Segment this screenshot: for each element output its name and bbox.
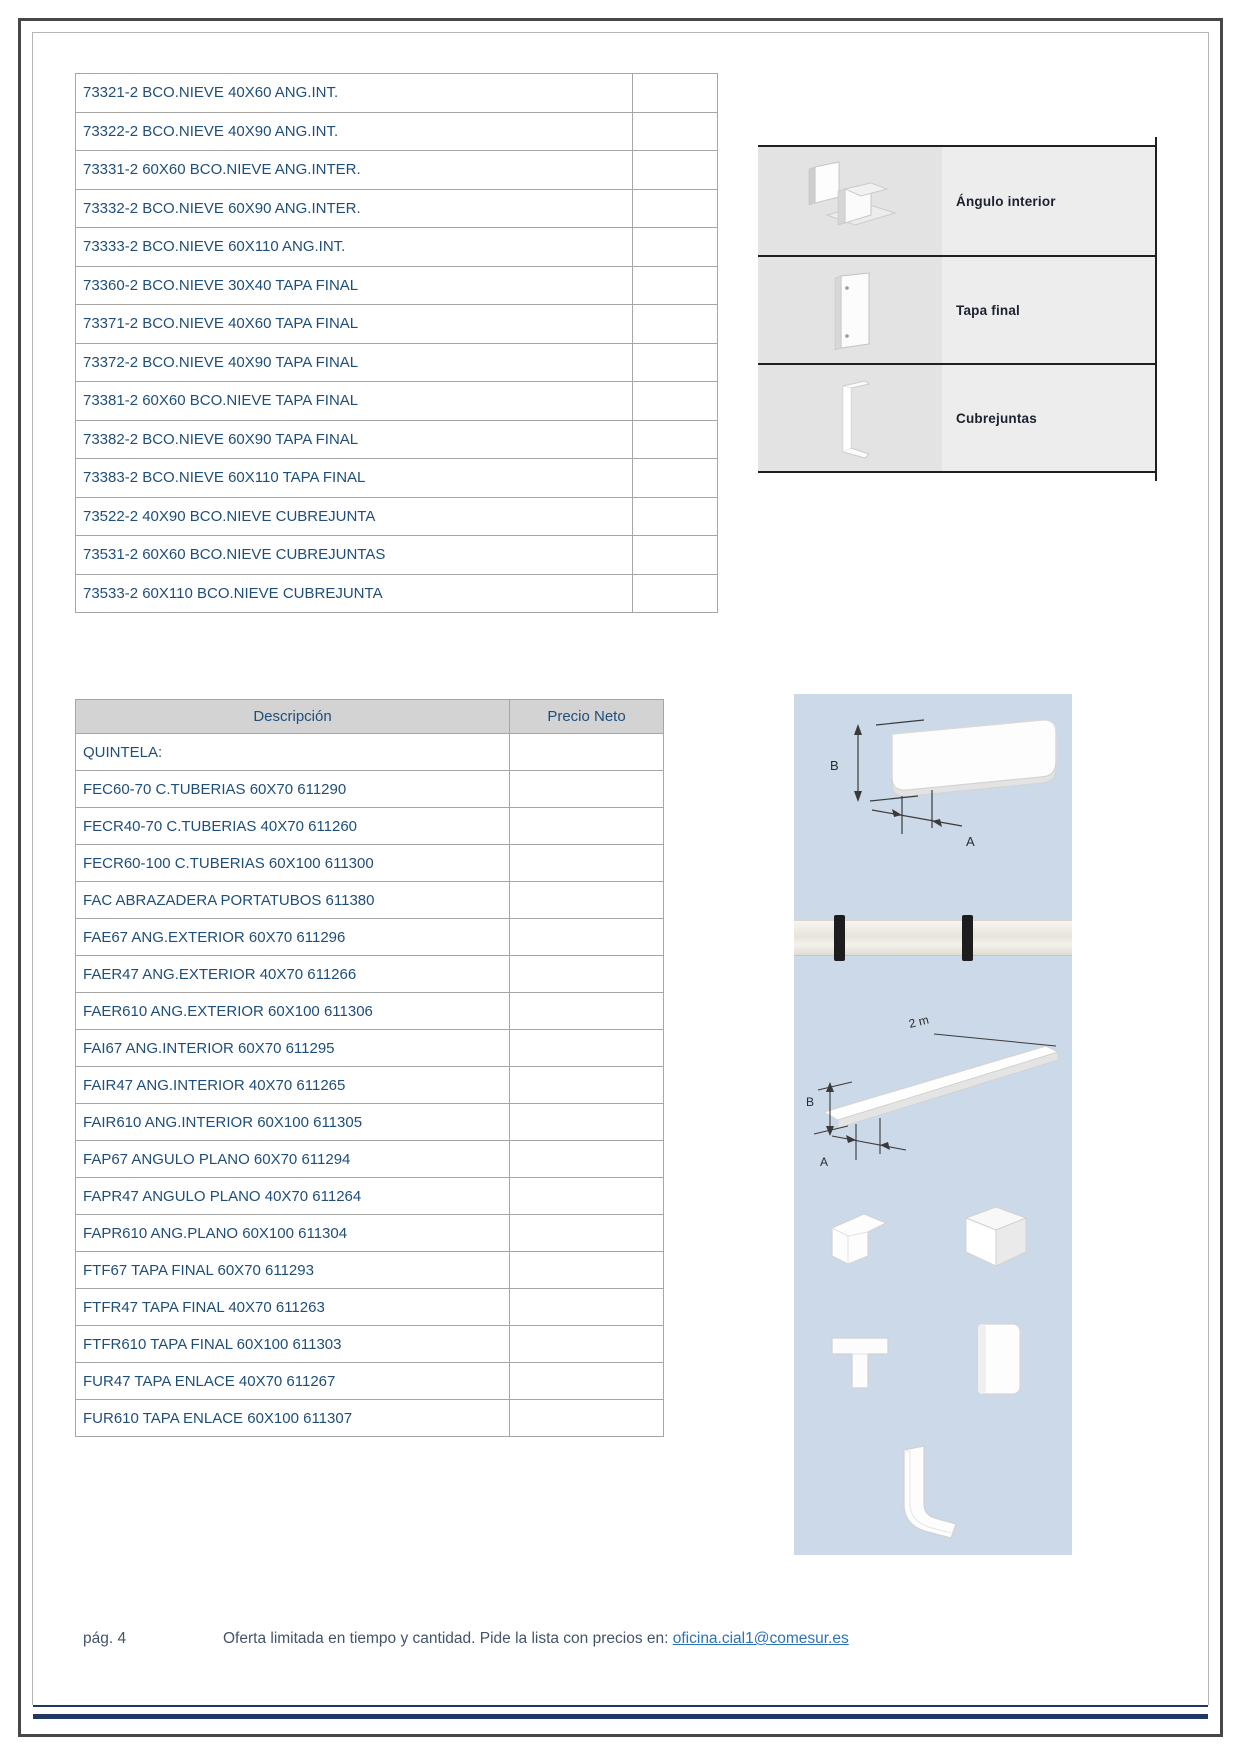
product-cell: FUR610 TAPA ENLACE 60X100 611307 <box>76 1400 510 1437</box>
table-row <box>76 459 718 498</box>
table-row <box>76 1141 664 1178</box>
exterior-corner-image <box>954 1198 1038 1278</box>
product-cell: FAI67 ANG.INTERIOR 60X70 611295 <box>76 1030 510 1067</box>
table-row <box>76 1067 664 1104</box>
price-cell-empty <box>633 228 718 267</box>
table-row <box>76 343 718 382</box>
product-cell: FAE67 ANG.EXTERIOR 60X70 611296 <box>76 919 510 956</box>
table-row <box>76 1289 664 1326</box>
dim-b-label: B <box>806 1095 815 1109</box>
price-cell-empty <box>510 1363 664 1400</box>
table-row <box>76 151 718 190</box>
price-cell-empty <box>633 420 718 459</box>
legend-row <box>758 255 1157 363</box>
union-piece-image <box>874 1442 974 1548</box>
table-row <box>76 1363 664 1400</box>
product-cell: FEC60-70 C.TUBERIAS 60X70 611290 <box>76 771 510 808</box>
price-cell-empty <box>510 734 664 771</box>
price-cell-empty <box>633 574 718 613</box>
product-cell: 73360-2 BCO.NIEVE 30X40 TAPA FINAL <box>76 266 633 305</box>
angulo-interior-icon <box>785 153 915 249</box>
price-cell-empty <box>633 151 718 190</box>
price-cell-empty <box>633 266 718 305</box>
dim-b-label: B <box>830 758 839 773</box>
table-row <box>76 382 718 421</box>
price-cell-empty <box>510 1252 664 1289</box>
page-number: pág. 4 <box>83 1630 127 1647</box>
price-cell-empty <box>510 1289 664 1326</box>
table-row <box>76 1178 664 1215</box>
price-cell-empty <box>510 1326 664 1363</box>
channel-dimension-diagram <box>814 704 1064 874</box>
price-cell-empty <box>510 1215 664 1252</box>
product-cell: FTFR610 TAPA FINAL 60X100 611303 <box>76 1326 510 1363</box>
table-row <box>76 956 664 993</box>
dim-a-label: A <box>820 1155 829 1169</box>
legend-label: Tapa final <box>942 257 1157 363</box>
price-cell-empty <box>633 497 718 536</box>
product-cell: 73321-2 BCO.NIEVE 40X60 ANG.INT. <box>76 74 633 113</box>
table-row <box>76 112 718 151</box>
fittings-legend <box>758 145 1157 473</box>
table-row <box>76 1215 664 1252</box>
price-cell-empty <box>510 808 664 845</box>
length-label: 2 m <box>907 1012 931 1031</box>
price-cell-empty <box>633 343 718 382</box>
product-cell: FECR60-100 C.TUBERIAS 60X100 611300 <box>76 845 510 882</box>
table-row <box>76 266 718 305</box>
cubrejuntas-image <box>758 365 942 471</box>
product-cell: FAPR47 ANGULO PLANO 40X70 611264 <box>76 1178 510 1215</box>
product-cell: FAIR47 ANG.INTERIOR 40X70 611265 <box>76 1067 510 1104</box>
price-header: Precio Neto <box>510 700 664 734</box>
legend-row <box>758 363 1157 473</box>
price-cell-empty <box>510 919 664 956</box>
description-header: Descripción <box>76 700 510 734</box>
bottom-rule-thick <box>33 1714 1208 1719</box>
top-product-table <box>75 73 718 613</box>
table-row <box>76 1030 664 1067</box>
angulo-interior-image <box>758 147 942 255</box>
clip-icon <box>834 915 845 961</box>
price-cell-empty <box>633 189 718 228</box>
product-cell: 73333-2 BCO.NIEVE 60X110 ANG.INT. <box>76 228 633 267</box>
cubrejuntas-icon <box>785 372 915 464</box>
product-diagram-panel <box>794 694 1072 1555</box>
dim-a-label: A <box>966 834 975 849</box>
product-cell: FAIR610 ANG.INTERIOR 60X100 611305 <box>76 1104 510 1141</box>
product-cell: FAP67 ANGULO PLANO 60X70 611294 <box>76 1141 510 1178</box>
footer-note <box>223 1630 849 1648</box>
table-row <box>76 497 718 536</box>
product-cell: 73522-2 40X90 BCO.NIEVE CUBREJUNTA <box>76 497 633 536</box>
flat-angle-image <box>818 1202 900 1282</box>
tapa-final-icon <box>785 264 915 356</box>
product-cell: 73383-2 BCO.NIEVE 60X110 TAPA FINAL <box>76 459 633 498</box>
price-cell-empty <box>510 1141 664 1178</box>
table-row <box>76 771 664 808</box>
product-cell: FTF67 TAPA FINAL 60X70 611293 <box>76 1252 510 1289</box>
table-row <box>76 1104 664 1141</box>
clip-icon <box>962 915 973 961</box>
table-row <box>76 882 664 919</box>
price-cell-empty <box>633 112 718 151</box>
price-cell-empty <box>510 1178 664 1215</box>
bottom-rule-thin <box>33 1705 1208 1707</box>
length-diagram <box>794 994 1072 1174</box>
table-row <box>76 919 664 956</box>
table-row <box>76 1252 664 1289</box>
product-cell: FAPR610 ANG.PLANO 60X100 611304 <box>76 1215 510 1252</box>
product-cell: FTFR47 TAPA FINAL 40X70 611263 <box>76 1289 510 1326</box>
table-row <box>76 808 664 845</box>
product-cell: FECR40-70 C.TUBERIAS 40X70 611260 <box>76 808 510 845</box>
table-row <box>76 1326 664 1363</box>
price-cell-empty <box>510 956 664 993</box>
legend-right-border <box>1155 137 1157 481</box>
bottom-price-table <box>75 699 664 1437</box>
table-row <box>76 536 718 575</box>
legend-label: Cubrejuntas <box>942 365 1157 471</box>
product-cell: 73322-2 BCO.NIEVE 40X90 ANG.INT. <box>76 112 633 151</box>
product-cell: 73331-2 60X60 BCO.NIEVE ANG.INTER. <box>76 151 633 190</box>
table-row <box>76 734 664 771</box>
table-row <box>76 74 718 113</box>
price-cell-empty <box>510 993 664 1030</box>
product-cell: FAER47 ANG.EXTERIOR 40X70 611266 <box>76 956 510 993</box>
footer-email-link[interactable]: oficina.cial1@comesur.es <box>672 1630 849 1647</box>
table-row <box>76 420 718 459</box>
price-cell-empty <box>633 382 718 421</box>
product-cell: 73381-2 60X60 BCO.NIEVE TAPA FINAL <box>76 382 633 421</box>
price-cell-empty <box>633 305 718 344</box>
price-cell-empty <box>510 1067 664 1104</box>
table-row <box>76 845 664 882</box>
table-row <box>76 574 718 613</box>
end-cap-image <box>822 1322 902 1404</box>
table-row <box>76 305 718 344</box>
product-cell: 73332-2 BCO.NIEVE 60X90 ANG.INTER. <box>76 189 633 228</box>
table-header-row <box>76 700 664 734</box>
price-cell-empty <box>633 536 718 575</box>
product-cell: FAER610 ANG.EXTERIOR 60X100 611306 <box>76 993 510 1030</box>
trunking-bar-image <box>794 920 1072 956</box>
legend-row <box>758 145 1157 255</box>
price-cell-empty <box>633 74 718 113</box>
price-cell-empty <box>510 771 664 808</box>
price-cell-empty <box>633 459 718 498</box>
table-row <box>76 228 718 267</box>
price-cell-empty <box>510 1400 664 1437</box>
product-cell: QUINTELA: <box>76 734 510 771</box>
price-cell-empty <box>510 1030 664 1067</box>
product-cell: 73371-2 BCO.NIEVE 40X60 TAPA FINAL <box>76 305 633 344</box>
price-cell-empty <box>510 1104 664 1141</box>
footer-note-text: Oferta limitada en tiempo y cantidad. Pide la lista con precios en: <box>223 1630 673 1647</box>
table-row <box>76 189 718 228</box>
product-cell: 73533-2 60X110 BCO.NIEVE CUBREJUNTA <box>76 574 633 613</box>
product-cell: FUR47 TAPA ENLACE 40X70 611267 <box>76 1363 510 1400</box>
cover-image <box>962 1316 1034 1402</box>
price-cell-empty <box>510 845 664 882</box>
table-row <box>76 1400 664 1437</box>
price-cell-empty <box>510 882 664 919</box>
product-cell: 73382-2 BCO.NIEVE 60X90 TAPA FINAL <box>76 420 633 459</box>
tapa-final-image <box>758 257 942 363</box>
table-row <box>76 993 664 1030</box>
legend-label: Ángulo interior <box>942 147 1157 255</box>
product-cell: 73531-2 60X60 BCO.NIEVE CUBREJUNTAS <box>76 536 633 575</box>
product-cell: 73372-2 BCO.NIEVE 40X90 TAPA FINAL <box>76 343 633 382</box>
product-cell: FAC ABRAZADERA PORTATUBOS 611380 <box>76 882 510 919</box>
